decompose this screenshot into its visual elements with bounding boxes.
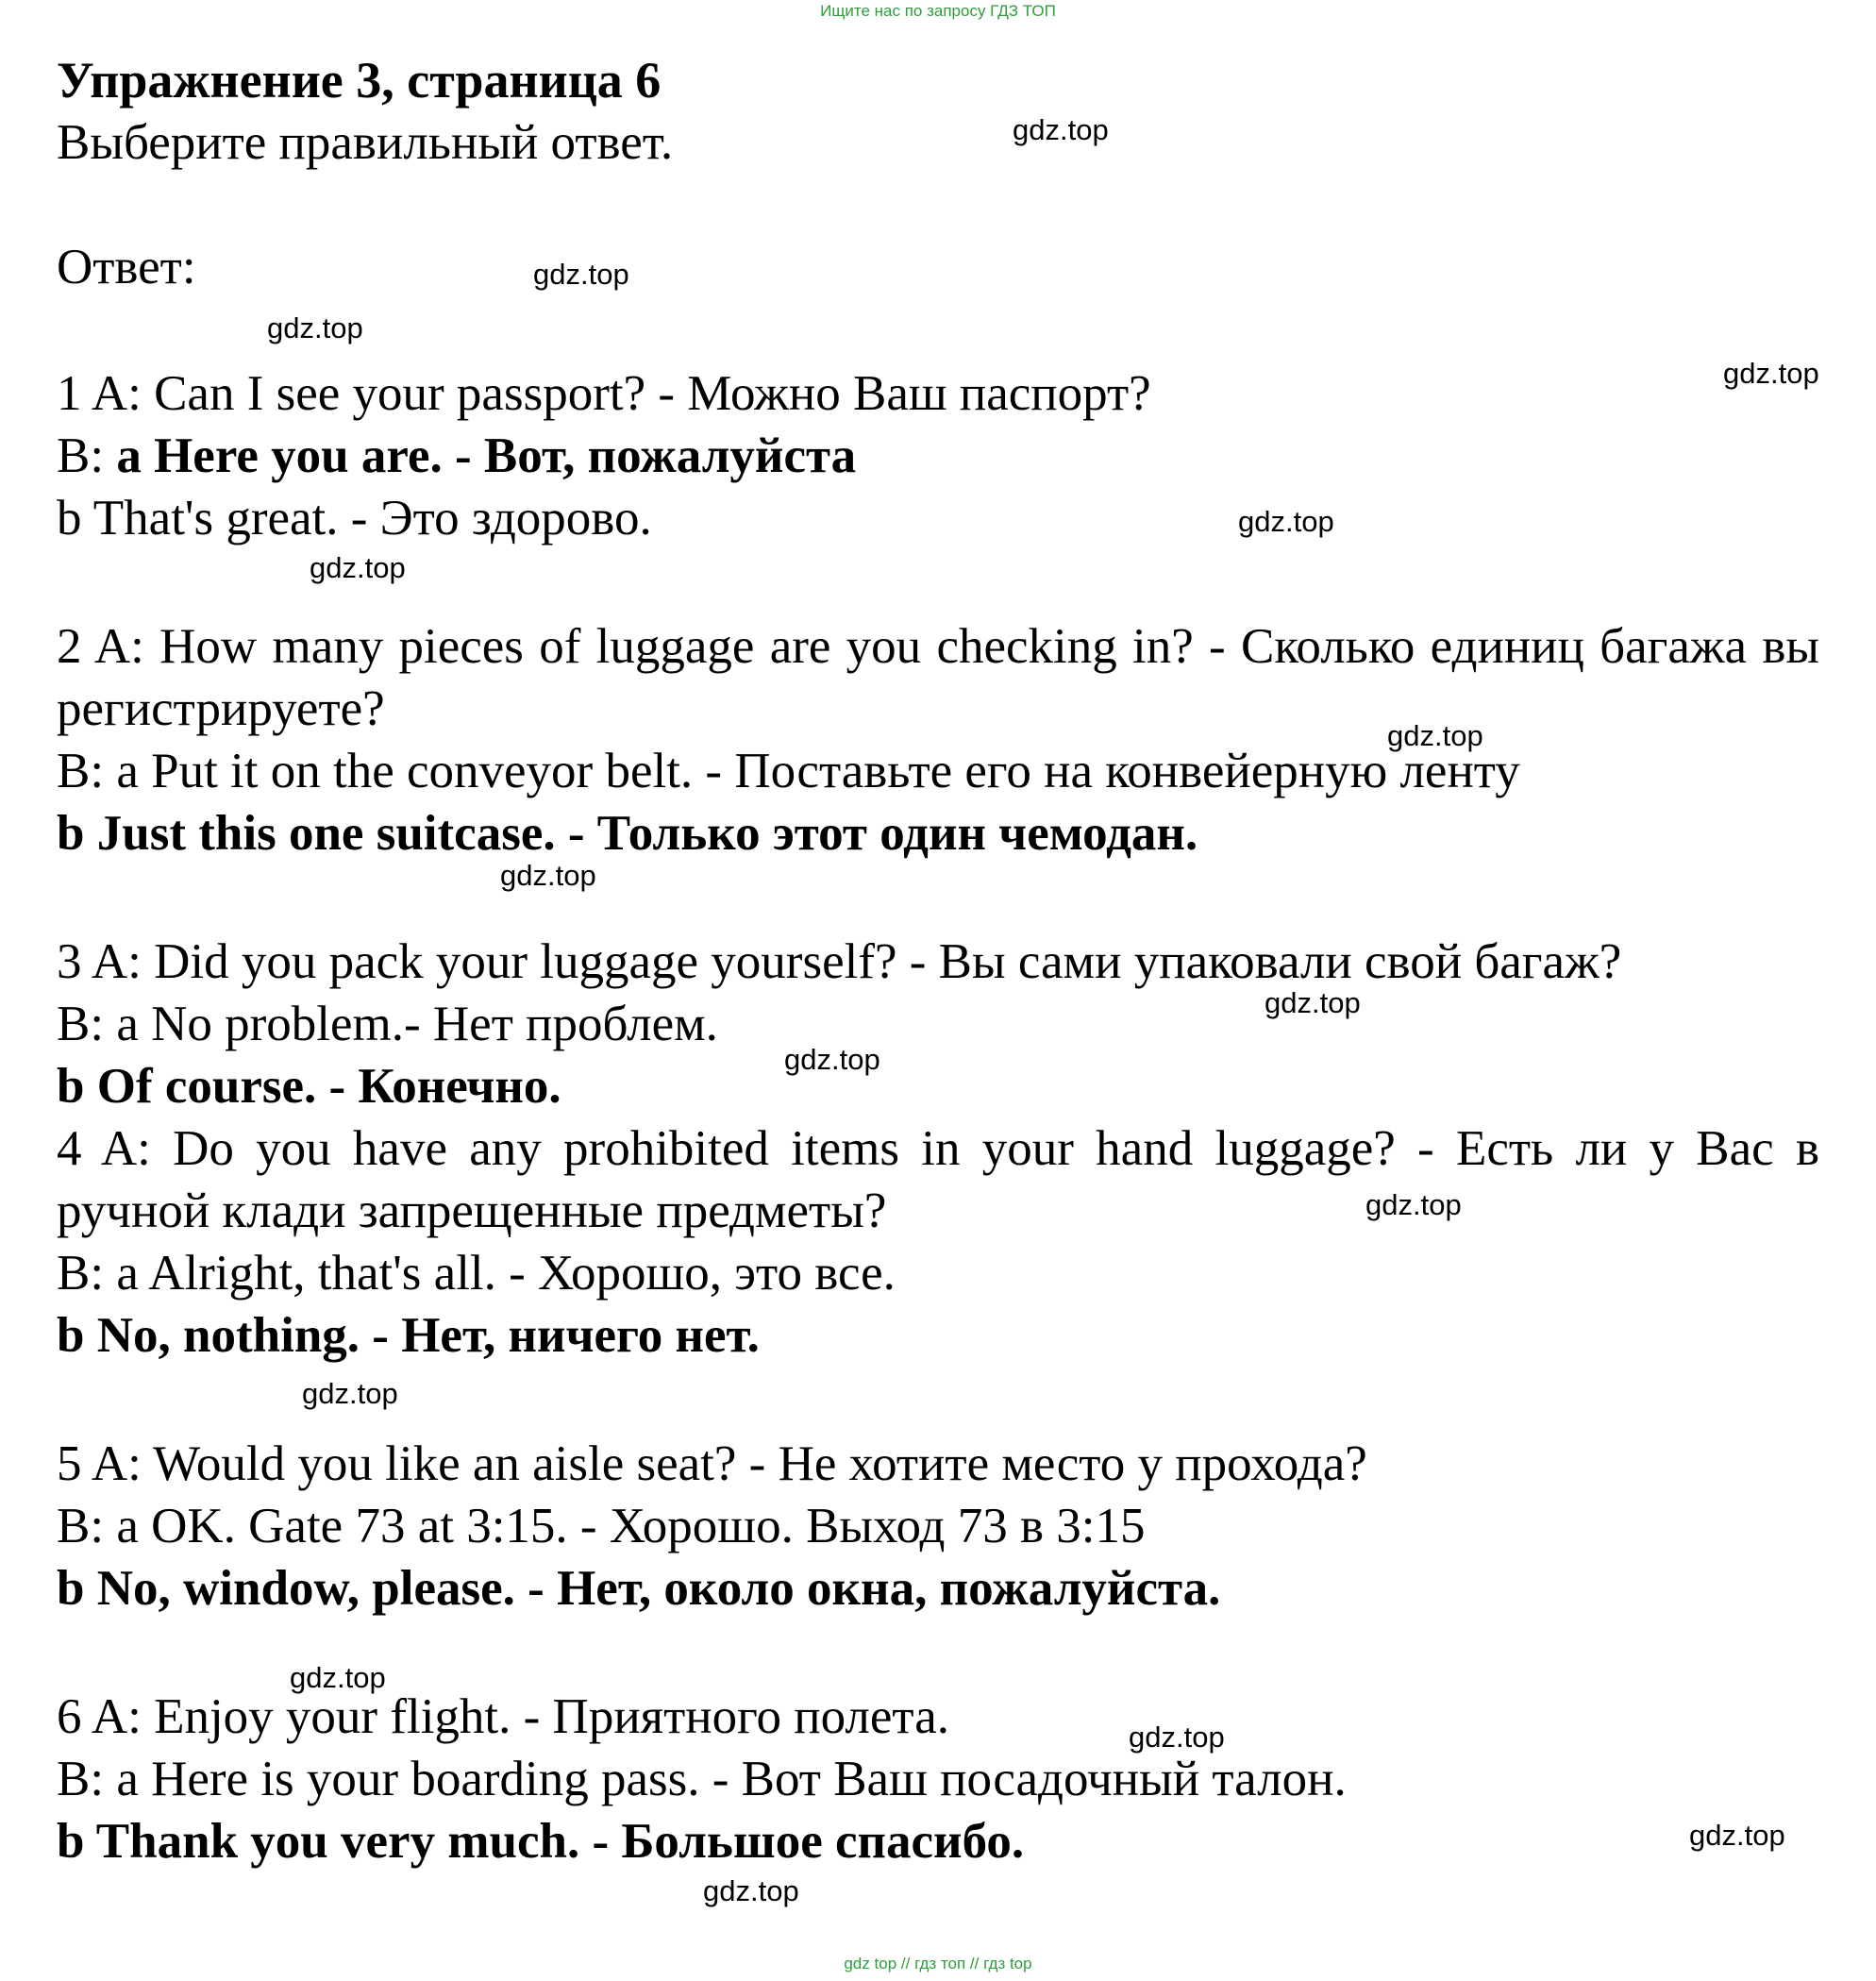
question-line: 5 A: Would you like an aisle seat? - Не хотите место у прохода? (57, 1436, 1367, 1491)
watermark: gdz.top (1387, 719, 1483, 752)
watermark: gdz.top (1013, 113, 1109, 146)
answer-line-b: b That's great. - Это здорово. (57, 491, 652, 546)
answer-line-a: B: a Alright, that's all. - Хорошо, это все. (57, 1246, 896, 1301)
top-banner: Ищите нас по запросу ГДЗ ТОП (820, 2, 1056, 20)
correct-answer: b Of course. - Конечно. (57, 1059, 561, 1114)
answer-label: Ответ: (57, 240, 196, 294)
watermark: gdz.top (533, 258, 629, 291)
watermark: gdz.top (1265, 986, 1361, 1019)
correct-answer: b Just this one suitcase. - Только этот один чемодан. (57, 806, 1198, 861)
question-line: 6 A: Enjoy your flight. - Приятного полета. (57, 1689, 949, 1744)
correct-answer: a Here you are. - Вот, пожалуйста (116, 428, 857, 483)
watermark: gdz.top (290, 1661, 386, 1694)
correct-answer: b No, window, please. - Нет, около окна, пожалуйста. (57, 1561, 1221, 1616)
question-item-1 (57, 362, 1819, 549)
question-line: 1 A: Can I see your passport? - Можно Ваш паспорт? (57, 366, 1151, 421)
watermark: gdz.top (703, 1874, 799, 1907)
watermark: gdz.top (302, 1377, 398, 1410)
question-line: 2 A: How many pieces of luggage are you checking in? - Сколько единиц багажа вы регистрируете? (57, 619, 1819, 736)
question-item-5 (57, 1433, 1819, 1620)
watermark: gdz.top (1365, 1188, 1462, 1221)
watermark: gdz.top (1238, 505, 1334, 538)
answer-line-a: B: a Here is your boarding pass. - Вот Ваш посадочный талон. (57, 1752, 1347, 1806)
answer-line-a: B: a Put it on the conveyor belt. - Поставьте его на конвейерную ленту (57, 744, 1520, 798)
answer-line-a (57, 425, 1819, 487)
question-item-3 (57, 931, 1819, 1117)
correct-answer: b Thank you very much. - Большое спасибо. (57, 1814, 1025, 1869)
answer-line-a: B: a OK. Gate 73 at 3:15. - Хорошо. Выход 73 в 3:15 (57, 1499, 1146, 1553)
watermark: gdz.top (1129, 1721, 1225, 1754)
question-item-6 (57, 1686, 1819, 1872)
exercise-title: Упражнение 3, страница 6 (57, 52, 662, 109)
question-item-4 (57, 1117, 1819, 1367)
question-line: 3 A: Did you pack your luggage yourself? - Вы сами упаковали свой багаж? (57, 934, 1622, 989)
answer-line-a: B: a No problem.- Нет проблем. (57, 997, 718, 1051)
watermark: gdz.top (500, 859, 596, 892)
question-item-2 (57, 615, 1819, 865)
spacer (57, 174, 1819, 236)
bottom-banner: gdz top // гдз топ // гдз top (844, 1955, 1032, 1973)
speaker-prefix: B: (57, 428, 117, 483)
spacer (57, 865, 1819, 931)
watermark: gdz.top (1689, 1819, 1785, 1852)
exercise-instruction: Выберите правильный ответ. (57, 115, 674, 170)
correct-answer: b No, nothing. - Нет, ничего нет. (57, 1308, 760, 1363)
watermark: gdz.top (310, 551, 406, 584)
watermark: gdz.top (784, 1043, 880, 1076)
watermark: gdz.top (1723, 357, 1819, 390)
question-line: 4 A: Do you have any prohibited items in your hand luggage? - Есть ли у Вас в ручной клади запрещенные предметы? (57, 1121, 1819, 1238)
watermark: gdz.top (267, 311, 363, 344)
